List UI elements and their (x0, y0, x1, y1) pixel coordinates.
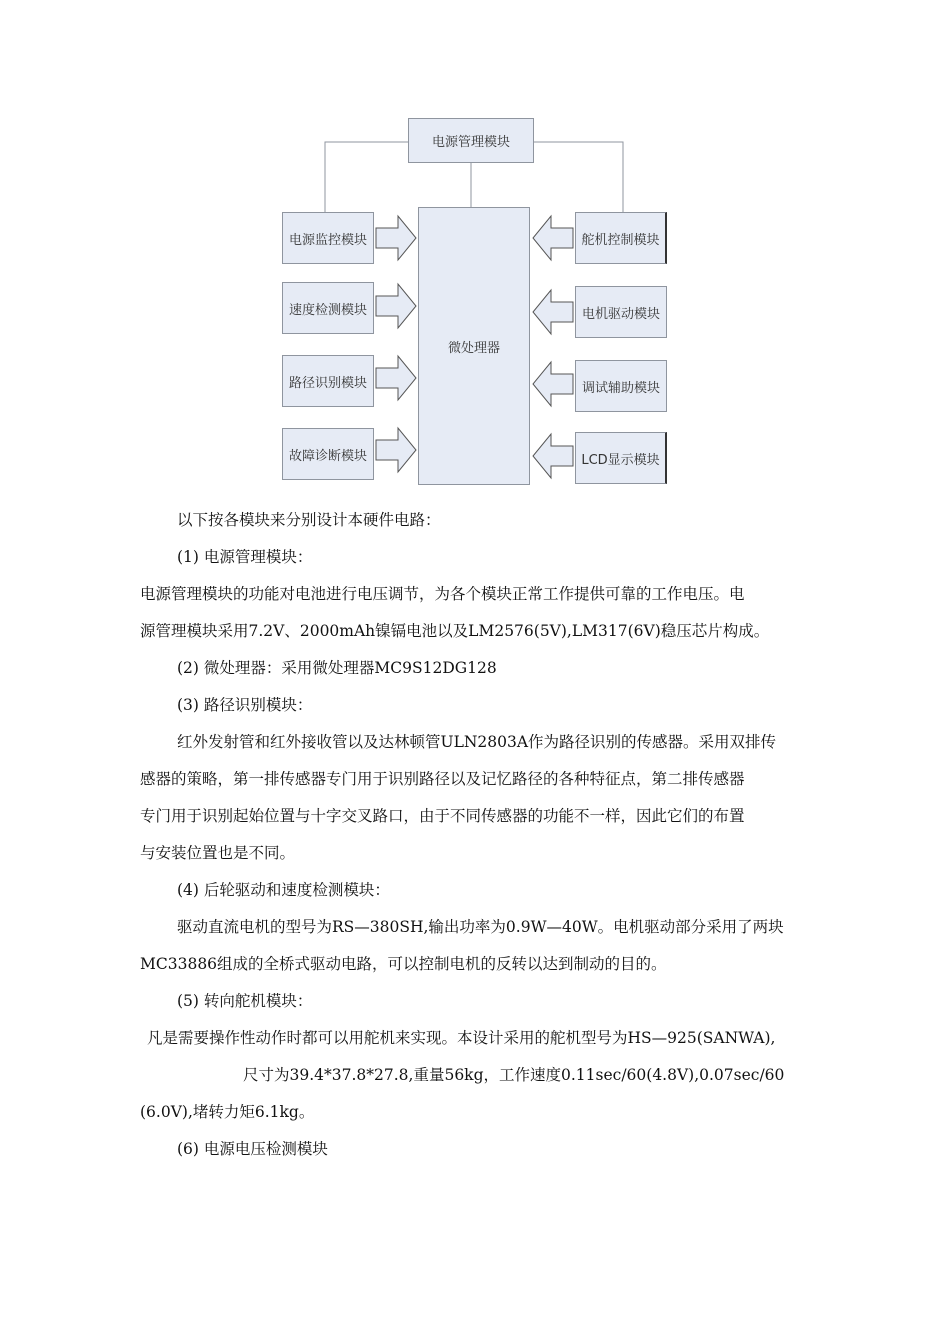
arrow-left (533, 216, 573, 260)
arrow-left (533, 434, 573, 478)
arrow-right (376, 216, 416, 260)
heading-6: (6) 电源电压检测模块 (177, 1140, 328, 1158)
intro-text: 以下按各模块来分别设计本硬件电路： (177, 511, 441, 529)
paragraph-1-line-2: 源管理模块采用7.2V、2000mAh镍镉电池以及LM2576(5V),LM317(6V)稳压芯片构成。 (140, 622, 770, 640)
arrow-left (533, 362, 573, 406)
paragraph-3-line-4: 与安装位置也是不同。 (140, 844, 296, 862)
paragraph-3-line-2: 感器的策略，第一排传感器专门用于识别路径以及记忆路径的各种特征点，第二排传感器 (140, 770, 745, 788)
heading-5: (5) 转向舵机模块： (177, 992, 313, 1010)
paragraph-5-line-3: (6.0V),堵转力矩6.1kg。 (140, 1103, 315, 1121)
debug-assist-box (575, 360, 667, 412)
paragraph-3-line-3: 专门用于识别起始位置与十字交叉路口，由于不同传感器的功能不一样，因此它们的布置 (140, 807, 745, 825)
arrow-right (376, 284, 416, 328)
paragraph-4-line-2: MC33886组成的全桥式驱动电路，可以控制电机的反转以达到制动的目的。 (140, 955, 667, 973)
block-diagram (270, 110, 685, 495)
heading-2: (2) 微处理器：采用微处理器MC9S12DG128 (177, 659, 497, 677)
module-label: LCD显示模块 (581, 452, 660, 468)
module-label: 调试辅助模块 (581, 380, 660, 396)
module-label: 路径识别模块 (288, 375, 367, 391)
paragraph-4-line-1: 驱动直流电机的型号为RS—380SH,输出功率为0.9W—40W。电机驱动部分采用了两块 (177, 918, 784, 936)
arrow-right (376, 428, 416, 472)
arrow-left (533, 290, 573, 334)
speed-detect-box (282, 282, 374, 334)
microprocessor-label: 微处理器 (447, 340, 500, 356)
module-label: 故障诊断模块 (288, 448, 367, 464)
paragraph-5-line-1: 凡是需要操作性动作时都可以用舵机来实现。本设计采用的舵机型号为HS—925(SANWA), (147, 1029, 776, 1047)
paragraph-3-line-1: 红外发射管和红外接收管以及达林顿管ULN2803A作为路径识别的传感器。采用双排传 (177, 733, 777, 751)
path-recognition-box (282, 355, 374, 407)
module-label: 舵机控制模块 (581, 232, 660, 248)
heading-3: (3) 路径识别模块： (177, 696, 313, 714)
lcd-display-box (575, 432, 667, 484)
power-management-box (408, 118, 534, 163)
paragraph-1-line-1: 电源管理模块的功能对电池进行电压调节，为各个模块正常工作提供可靠的工作电压。电 (140, 585, 745, 603)
fault-diagnosis-box (282, 428, 374, 480)
motor-drive-box (575, 286, 667, 338)
paragraph-5-line-2: 尺寸为39.4*37.8*27.8,重量56kg，工作速度0.11sec/60(4.8V),0.07sec/60 (243, 1066, 785, 1084)
module-label: 电源监控模块 (288, 232, 367, 248)
heading-4: (4) 后轮驱动和速度检测模块： (177, 881, 390, 899)
heading-1: (1) 电源管理模块： (177, 548, 313, 566)
power-monitor-box (282, 212, 374, 264)
power-management-label: 电源管理模块 (431, 135, 510, 150)
arrow-right (376, 356, 416, 400)
servo-control-box (575, 212, 667, 264)
module-label: 速度检测模块 (288, 302, 367, 318)
module-label: 电机驱动模块 (581, 306, 660, 322)
microprocessor-box (418, 207, 530, 485)
